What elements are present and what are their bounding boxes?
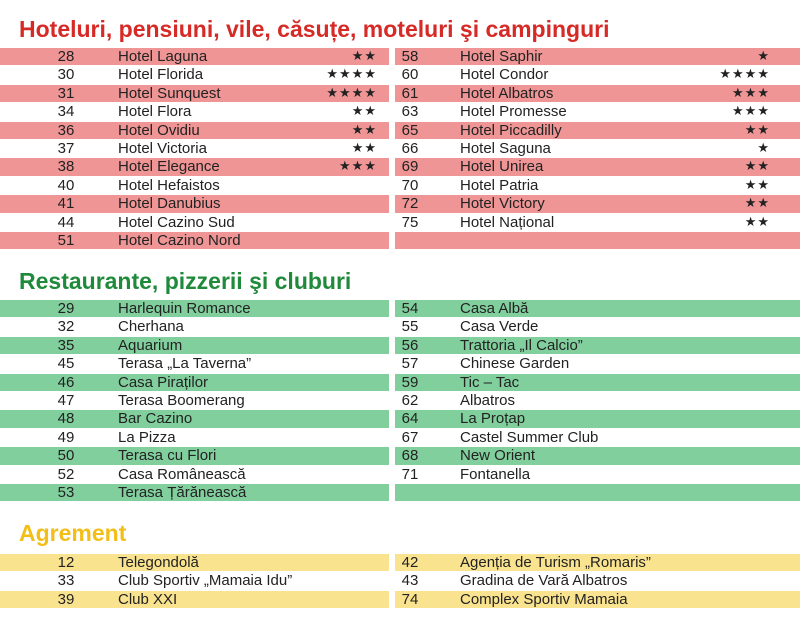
item-number: 48 — [57, 410, 75, 428]
item-name: Casa Verde — [460, 318, 539, 336]
rating-stars: ★★★ — [732, 104, 770, 120]
list-item — [395, 103, 800, 121]
item-name: Hotel Ovidiu — [118, 121, 200, 139]
item-name: Hotel Elegance — [118, 158, 220, 176]
item-name: Cherhana — [118, 318, 184, 336]
item-number: 35 — [57, 336, 75, 354]
list-item — [0, 355, 389, 373]
list-item — [0, 410, 389, 428]
item-number: 12 — [57, 554, 75, 571]
list-item — [395, 591, 800, 609]
rating-stars: ★★ — [351, 104, 377, 120]
list-item — [395, 66, 800, 84]
list-item — [0, 447, 389, 465]
rating-stars: ★★ — [744, 214, 770, 230]
list-item — [0, 374, 389, 392]
list-item — [395, 466, 800, 484]
item-number: 34 — [57, 103, 75, 121]
item-number: 57 — [401, 355, 419, 373]
item-name: Aquarium — [118, 336, 183, 354]
item-number: 38 — [57, 158, 75, 176]
list-item — [0, 158, 389, 176]
list-item — [395, 300, 800, 318]
list-item — [395, 429, 800, 447]
list-item — [395, 140, 800, 158]
item-name: Hotel Piccadilly — [460, 121, 562, 139]
item-name: Albatros — [460, 391, 516, 409]
item-number: 42 — [401, 554, 419, 571]
item-name: Hotel Victoria — [118, 139, 207, 157]
item-name: Tic – Tac — [460, 373, 520, 391]
item-name: Complex Sportiv Mamaia — [460, 590, 628, 608]
item-name: Chinese Garden — [460, 355, 570, 373]
item-number: 39 — [57, 590, 75, 608]
list-item — [0, 232, 389, 250]
item-number: 67 — [401, 428, 419, 446]
list-item — [395, 214, 800, 232]
item-name: Terasa Țărănească — [118, 483, 247, 501]
list-item — [395, 177, 800, 195]
list-item — [0, 466, 389, 484]
list-item — [0, 484, 389, 502]
list-item — [395, 447, 800, 465]
item-name: Casa Albă — [460, 300, 529, 317]
list-item — [395, 232, 800, 250]
section-title-agrement: Agrement — [19, 520, 127, 546]
item-name: Hotel Hefaistos — [118, 176, 220, 194]
item-number: 63 — [401, 103, 419, 121]
list-item — [395, 374, 800, 392]
item-name: Club XXI — [118, 590, 178, 608]
item-name: Hotel Laguna — [118, 48, 208, 65]
item-number: 45 — [57, 355, 75, 373]
list-item — [0, 177, 389, 195]
list-item — [0, 318, 389, 336]
list-item — [395, 392, 800, 410]
rating-stars: ★★★ — [339, 159, 377, 175]
item-name: Hotel Național — [460, 213, 555, 231]
item-number: 50 — [57, 447, 75, 465]
item-number: 53 — [57, 483, 75, 501]
rating-stars: ★★ — [744, 122, 770, 138]
item-number: 36 — [57, 121, 75, 139]
list-item — [0, 337, 389, 355]
item-number: 59 — [401, 373, 419, 391]
item-name: Castel Summer Club — [460, 428, 599, 446]
item-number: 56 — [401, 336, 419, 354]
item-name: Telegondolă — [118, 554, 199, 571]
item-number: 31 — [57, 84, 75, 102]
list-item — [0, 572, 389, 590]
item-number: 65 — [401, 121, 419, 139]
item-name: Hotel Cazino Sud — [118, 213, 235, 231]
item-number: 30 — [57, 66, 75, 84]
list-item — [0, 122, 389, 140]
rating-stars: ★★ — [744, 159, 770, 175]
list-item — [0, 591, 389, 609]
item-name: Casa Piraților — [118, 373, 209, 391]
item-name: Bar Cazino — [118, 410, 193, 428]
item-name: Hotel Patria — [460, 176, 539, 194]
list-item — [0, 392, 389, 410]
list-item — [395, 572, 800, 590]
rating-stars: ★★★★ — [719, 67, 770, 83]
list-item — [395, 484, 800, 502]
list-item — [0, 300, 389, 318]
list-item — [395, 410, 800, 428]
list-item — [395, 48, 800, 66]
restaurants-table-right — [395, 300, 800, 502]
restaurants-table-left — [0, 300, 389, 502]
item-number: 68 — [401, 447, 419, 465]
item-number: 33 — [57, 572, 75, 590]
item-name: Hotel Albatros — [460, 84, 554, 102]
item-name: Hotel Saphir — [460, 48, 543, 65]
rating-stars: ★ — [757, 49, 770, 64]
list-item — [0, 48, 389, 66]
item-number: 75 — [401, 213, 419, 231]
agrement-table-right — [395, 554, 800, 609]
item-name: Trattoria „Il Calcio” — [460, 336, 583, 354]
item-name: Hotel Cazino Nord — [118, 231, 241, 249]
list-item — [0, 103, 389, 121]
item-number: 37 — [57, 139, 75, 157]
list-item — [395, 554, 800, 572]
item-name: Harlequin Romance — [118, 300, 251, 317]
rating-stars: ★★ — [351, 49, 377, 64]
list-item — [395, 318, 800, 336]
item-number: 64 — [401, 410, 419, 428]
item-name: Terasa Boomerang — [118, 391, 245, 409]
list-item — [395, 195, 800, 213]
list-item — [0, 195, 389, 213]
list-item — [0, 429, 389, 447]
item-number: 71 — [401, 465, 419, 483]
item-number: 43 — [401, 572, 419, 590]
list-item — [0, 214, 389, 232]
item-number: 72 — [401, 195, 419, 213]
item-number: 62 — [401, 391, 419, 409]
item-name: Hotel Danubius — [118, 195, 221, 213]
item-number: 61 — [401, 84, 419, 102]
agrement-table-left — [0, 554, 389, 609]
item-name: Hotel Saguna — [460, 139, 551, 157]
item-name: La Pizza — [118, 428, 176, 446]
list-item — [0, 66, 389, 84]
item-number: 66 — [401, 139, 419, 157]
rating-stars: ★★ — [351, 140, 377, 156]
item-number: 55 — [401, 318, 419, 336]
list-item — [395, 85, 800, 103]
hotels-table-right — [395, 48, 800, 250]
section-title-hotels: Hoteluri, pensiuni, vile, căsuțe, moteluri şi campinguri — [19, 16, 610, 42]
item-name: Hotel Flora — [118, 103, 192, 121]
item-number: 58 — [401, 48, 419, 65]
item-name: Hotel Unirea — [460, 158, 544, 176]
list-item — [395, 122, 800, 140]
item-name: Hotel Victory — [460, 195, 545, 213]
item-number: 49 — [57, 428, 75, 446]
rating-stars: ★★ — [744, 196, 770, 212]
item-name: Hotel Sunquest — [118, 84, 221, 102]
rating-stars: ★★★★ — [326, 67, 377, 83]
item-number: 29 — [57, 300, 75, 317]
item-number: 74 — [401, 590, 419, 608]
rating-stars: ★★ — [351, 122, 377, 138]
rating-stars: ★ — [757, 140, 770, 156]
item-name: Agenția de Turism „Romaris” — [460, 554, 651, 571]
item-name: New Orient — [460, 447, 536, 465]
section-title-restaurants: Restaurante, pizzerii şi cluburi — [19, 268, 352, 294]
item-number: 40 — [57, 176, 75, 194]
item-number: 47 — [57, 391, 75, 409]
item-number: 32 — [57, 318, 75, 336]
item-name: Hotel Florida — [118, 66, 204, 84]
item-name: La Proțap — [460, 410, 526, 428]
list-item — [395, 337, 800, 355]
list-item — [395, 158, 800, 176]
list-item — [0, 85, 389, 103]
item-name: Casa Românească — [118, 465, 246, 483]
item-name: Terasa „La Taverna” — [118, 355, 252, 373]
rating-stars: ★★★ — [732, 85, 770, 101]
rating-stars: ★★★★ — [326, 85, 377, 101]
item-name: Club Sportiv „Mamaia Idu” — [118, 572, 293, 590]
item-name: Fontanella — [460, 465, 531, 483]
item-number: 28 — [57, 48, 75, 65]
item-name: Terasa cu Flori — [118, 447, 217, 465]
item-number: 44 — [57, 213, 75, 231]
item-number: 51 — [57, 231, 75, 249]
item-number: 70 — [401, 176, 419, 194]
item-name: Hotel Promesse — [460, 103, 567, 121]
item-number: 54 — [401, 300, 419, 317]
item-name: Hotel Condor — [460, 66, 549, 84]
item-number: 41 — [57, 195, 75, 213]
item-number: 69 — [401, 158, 419, 176]
list-item — [0, 140, 389, 158]
item-number: 46 — [57, 373, 75, 391]
item-number: 52 — [57, 465, 75, 483]
list-item — [395, 355, 800, 373]
item-number: 60 — [401, 66, 419, 84]
rating-stars: ★★ — [744, 177, 770, 193]
list-item — [0, 554, 389, 572]
item-name: Gradina de Vară Albatros — [460, 572, 628, 590]
hotels-table-left — [0, 48, 389, 250]
